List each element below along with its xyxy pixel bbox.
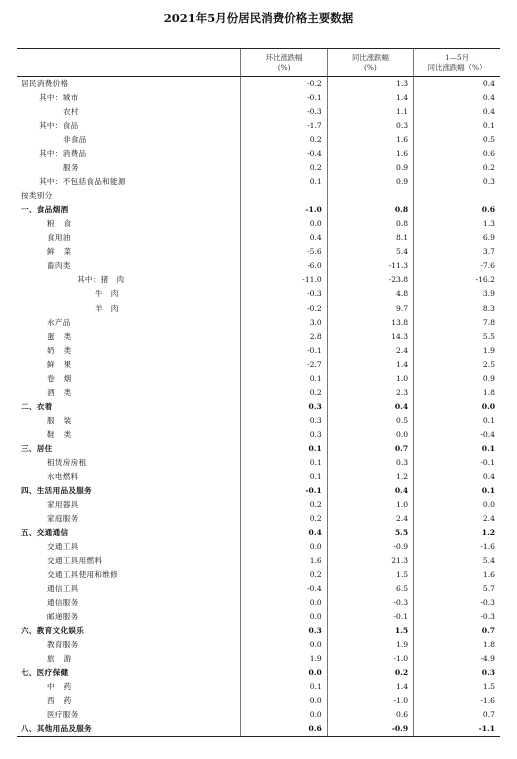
row-label: 奶类 (47, 345, 81, 355)
table-row (17, 456, 500, 470)
table-row (17, 386, 500, 400)
yoy-value: 1.4 (327, 91, 413, 105)
row-label: 交通工具使用和维修 (47, 570, 119, 580)
yoy-value: 9.7 (327, 302, 413, 316)
header-yoy-line1: 同比涨跌幅 (351, 52, 389, 62)
table-row (17, 526, 500, 540)
yoy-value: 21.3 (327, 554, 413, 568)
table-row (17, 484, 500, 498)
ytd-value: 1.6 (414, 568, 500, 582)
ytd-value: 1.8 (414, 386, 500, 400)
ytd-value: 8.3 (414, 302, 500, 316)
mom-value: -0.1 (241, 344, 327, 358)
ytd-value (414, 189, 500, 203)
row-label: 中药 (47, 682, 81, 692)
mom-value: 0.3 (241, 428, 327, 442)
ytd-value: 0.1 (414, 484, 500, 498)
row-label: 西药 (47, 696, 81, 706)
mom-value: 1.9 (241, 652, 327, 666)
row-label: 五、交通通信 (21, 528, 69, 538)
ytd-value: 2.4 (414, 512, 500, 526)
mom-value: 3.0 (241, 316, 327, 330)
row-label: 羊 肉 (95, 303, 119, 313)
table-row (17, 358, 500, 372)
header-mom-line1: 环比涨跌幅 (265, 52, 303, 62)
yoy-value: 8.1 (327, 231, 413, 245)
header-ytd-line1: 1—5月 (444, 52, 470, 62)
row-label: 六、教育文化娱乐 (21, 626, 85, 636)
ytd-value: 5.5 (414, 330, 500, 344)
row-label: 蛋类 (47, 331, 81, 341)
table-row (17, 470, 500, 484)
yoy-value: 0.8 (327, 217, 413, 231)
row-label: 邮递服务 (47, 612, 79, 622)
mom-value: 0.1 (241, 442, 327, 456)
ytd-value: 0.4 (414, 470, 500, 484)
mom-value: 0.1 (241, 456, 327, 470)
header-category (17, 49, 241, 77)
mom-value: 0.2 (241, 512, 327, 526)
table-row (17, 119, 500, 133)
yoy-value: 0.5 (327, 414, 413, 428)
header-ytd-line2: 同比涨跌幅（%） (427, 62, 487, 72)
table-row (17, 77, 500, 92)
yoy-value: 0.8 (327, 203, 413, 217)
row-label: 交通工具用燃料 (47, 556, 103, 566)
table-row (17, 610, 500, 624)
row-label: 农村 (63, 107, 79, 117)
yoy-value: -11.3 (327, 259, 413, 273)
table-row (17, 330, 500, 344)
table-row (17, 189, 500, 203)
table-row (17, 217, 500, 231)
ytd-value: -7.6 (414, 259, 500, 273)
yoy-value: 1.2 (327, 470, 413, 484)
mom-value: 0.4 (241, 231, 327, 245)
ytd-value: 1.3 (414, 217, 500, 231)
table-row (17, 638, 500, 652)
table-row (17, 498, 500, 512)
table-row (17, 231, 500, 245)
mom-value: 0.3 (241, 400, 327, 414)
yoy-value: 0.0 (327, 428, 413, 442)
yoy-value: 0.3 (327, 119, 413, 133)
yoy-value: 0.9 (327, 175, 413, 189)
ytd-value: 5.7 (414, 582, 500, 596)
ytd-value: 0.6 (414, 203, 500, 217)
ytd-value: 0.6 (414, 147, 500, 161)
mom-value: -0.1 (241, 484, 327, 498)
table-row (17, 175, 500, 189)
table-row (17, 582, 500, 596)
row-label: 租赁房房租 (47, 457, 87, 467)
row-label: 八、其他用品及服务 (17, 722, 241, 737)
table-row (17, 512, 500, 526)
mom-value: -2.7 (241, 358, 327, 372)
ytd-value: 0.7 (414, 624, 500, 638)
table-row (17, 344, 500, 358)
yoy-value: 0.7 (327, 442, 413, 456)
mom-value: 0.1 (241, 680, 327, 694)
yoy-value: 1.1 (327, 105, 413, 119)
mom-value: 0.0 (241, 596, 327, 610)
yoy-value: 0.6 (327, 708, 413, 722)
yoy-value: 1.5 (327, 568, 413, 582)
row-label: 鲜果 (47, 359, 81, 369)
mom-value: -0.3 (241, 287, 327, 301)
row-label: 家用器具 (47, 499, 79, 509)
header-yoy (327, 49, 413, 77)
mom-value: 1.6 (241, 554, 327, 568)
row-label: 其中：猪 肉 (77, 275, 125, 285)
yoy-value: 5.5 (327, 526, 413, 540)
table-row (17, 302, 500, 316)
table-row (17, 708, 500, 722)
mom-value: -6.0 (241, 259, 327, 273)
row-label: 服务 (63, 163, 79, 173)
table-row (17, 722, 500, 737)
yoy-value: 0.3 (327, 456, 413, 470)
yoy-value: 5.4 (327, 245, 413, 259)
row-label: 畜肉类 (47, 261, 71, 271)
table-row (17, 568, 500, 582)
row-label: 按类别分 (21, 191, 53, 201)
table-row (17, 400, 500, 414)
row-label: 非食品 (63, 135, 87, 145)
row-label: 其中：不包括食品和能源 (39, 177, 126, 187)
ytd-value: 0.9 (414, 372, 500, 386)
ytd-value: 0.7 (414, 708, 500, 722)
table-row (17, 161, 500, 175)
yoy-value: 1.5 (327, 624, 413, 638)
table-body (17, 77, 500, 737)
table-row (17, 652, 500, 666)
ytd-value: 3.9 (414, 287, 500, 301)
mom-value: -0.1 (241, 91, 327, 105)
table-row (17, 442, 500, 456)
row-label: 服装 (47, 415, 81, 425)
table-row (17, 372, 500, 386)
mom-value: 0.0 (241, 708, 327, 722)
mom-value: 0.1 (241, 470, 327, 484)
mom-value: 0.2 (241, 386, 327, 400)
yoy-value: 6.5 (327, 582, 413, 596)
table-row (17, 624, 500, 638)
table-row (17, 105, 500, 119)
mom-value: 0.0 (241, 610, 327, 624)
ytd-value: -4.9 (414, 652, 500, 666)
ytd-value: 5.4 (414, 554, 500, 568)
yoy-value: 1.0 (327, 498, 413, 512)
yoy-value: 1.3 (327, 77, 413, 92)
mom-value: 0.3 (241, 414, 327, 428)
row-label: 酒类 (47, 387, 81, 397)
ytd-value: 3.7 (414, 245, 500, 259)
row-label: 通信服务 (47, 598, 79, 608)
ytd-value: 0.4 (414, 91, 500, 105)
ytd-value: 0.4 (414, 77, 500, 92)
row-label: 粮食 (47, 219, 81, 229)
table-row (17, 540, 500, 554)
table-row (17, 316, 500, 330)
yoy-value: 1.4 (327, 358, 413, 372)
row-label: 居民消费价格 (21, 79, 69, 89)
row-label: 旅游 (47, 654, 81, 664)
mom-value: 2.8 (241, 330, 327, 344)
ytd-value: 1.2 (414, 526, 500, 540)
yoy-value: 13.8 (327, 316, 413, 330)
ytd-value: 0.1 (414, 119, 500, 133)
yoy-value: 2.3 (327, 386, 413, 400)
row-label: 水产品 (47, 317, 71, 327)
mom-value (241, 189, 327, 203)
mom-value: -0.2 (241, 302, 327, 316)
table-row (17, 428, 500, 442)
table-row (17, 273, 500, 287)
table-row (17, 554, 500, 568)
yoy-value: 1.9 (327, 638, 413, 652)
ytd-value: 0.2 (414, 161, 500, 175)
yoy-value: 0.4 (327, 484, 413, 498)
ytd-value: 0.3 (414, 666, 500, 680)
table-row (17, 596, 500, 610)
header-mom-line2: (%) (277, 62, 291, 72)
row-label: 三、居住 (21, 443, 53, 453)
mom-value: -0.4 (241, 582, 327, 596)
row-label: 卷烟 (47, 373, 81, 383)
ytd-value: 7.8 (414, 316, 500, 330)
ytd-value: 1.9 (414, 344, 500, 358)
ytd-value: 0.0 (414, 400, 500, 414)
mom-value: 0.3 (241, 624, 327, 638)
ytd-value: -0.4 (414, 428, 500, 442)
ytd-value: 1.8 (414, 638, 500, 652)
yoy-value: 14.3 (327, 330, 413, 344)
table-row (17, 694, 500, 708)
mom-value: -0.3 (241, 105, 327, 119)
yoy-value: -0.1 (327, 610, 413, 624)
table-row (17, 666, 500, 680)
yoy-value: 2.4 (327, 344, 413, 358)
yoy-value: -1.0 (327, 652, 413, 666)
table-row (17, 680, 500, 694)
row-label: 其中：食品 (39, 121, 79, 131)
row-label: 牛 肉 (95, 289, 119, 299)
mom-value: 0.2 (241, 161, 327, 175)
ytd-value: -0.3 (414, 596, 500, 610)
row-label: 其中：消费品 (39, 149, 87, 159)
mom-value: 0.2 (241, 133, 327, 147)
yoy-value (327, 189, 413, 203)
ytd-value: -1.1 (414, 722, 500, 737)
table-row (17, 414, 500, 428)
mom-value: -5.6 (241, 245, 327, 259)
row-label: 其中：城市 (39, 93, 79, 103)
row-label: 鞋类 (47, 429, 81, 439)
row-label: 家庭服务 (47, 513, 79, 523)
yoy-value: 1.0 (327, 372, 413, 386)
mom-value: -11.0 (241, 273, 327, 287)
ytd-value: 0.3 (414, 175, 500, 189)
cpi-data-table (17, 48, 500, 737)
row-label: 通信工具 (47, 584, 79, 594)
header-row (17, 49, 500, 77)
mom-value: 0.0 (241, 666, 327, 680)
yoy-value: 1.4 (327, 680, 413, 694)
ytd-value: -16.2 (414, 273, 500, 287)
table-title: 2021年5月份居民消费价格主要数据 (163, 11, 354, 25)
row-label: 一、食品烟酒 (21, 205, 69, 215)
ytd-value: 2.5 (414, 358, 500, 372)
ytd-value: -0.1 (414, 456, 500, 470)
yoy-value: 0.9 (327, 161, 413, 175)
mom-value: 0.2 (241, 568, 327, 582)
ytd-value: 0.1 (414, 414, 500, 428)
table-row (17, 287, 500, 301)
ytd-value: 0.1 (414, 442, 500, 456)
ytd-value: -1.6 (414, 694, 500, 708)
mom-value: -0.4 (241, 147, 327, 161)
mom-value: 0.0 (241, 217, 327, 231)
yoy-value: 1.6 (327, 133, 413, 147)
row-label: 交通工具 (47, 542, 79, 552)
row-label: 医疗服务 (47, 710, 79, 720)
mom-value: 0.2 (241, 498, 327, 512)
row-label: 七、医疗保健 (21, 668, 69, 678)
yoy-value: -0.3 (327, 596, 413, 610)
mom-value: -1.7 (241, 119, 327, 133)
ytd-value: 6.9 (414, 231, 500, 245)
ytd-value: 0.4 (414, 105, 500, 119)
header-yoy-line2: (%) (364, 62, 377, 72)
ytd-value: 0.0 (414, 498, 500, 512)
table-row (17, 91, 500, 105)
mom-value: 0.0 (241, 694, 327, 708)
table-row (17, 245, 500, 259)
ytd-value: -0.3 (414, 610, 500, 624)
yoy-value: -1.0 (327, 694, 413, 708)
ytd-value: 1.5 (414, 680, 500, 694)
yoy-value: 4.8 (327, 287, 413, 301)
mom-value: 0.0 (241, 540, 327, 554)
mom-value: 0.6 (241, 722, 327, 737)
row-label: 二、衣着 (21, 401, 53, 411)
mom-value: 0.1 (241, 372, 327, 386)
ytd-value: -1.6 (414, 540, 500, 554)
row-label: 水电燃料 (47, 471, 79, 481)
yoy-value: 0.4 (327, 400, 413, 414)
header-ytd (414, 49, 500, 77)
ytd-value: 0.5 (414, 133, 500, 147)
yoy-value: -0.9 (327, 722, 413, 737)
mom-value: -1.0 (241, 203, 327, 217)
row-label: 食用油 (47, 233, 71, 243)
row-label: 鲜菜 (47, 247, 81, 257)
yoy-value: 0.2 (327, 666, 413, 680)
mom-value: 0.1 (241, 175, 327, 189)
table-row (17, 203, 500, 217)
row-label: 四、生活用品及服务 (21, 485, 93, 495)
mom-value: 0.0 (241, 638, 327, 652)
mom-value: 0.4 (241, 526, 327, 540)
yoy-value: -23.8 (327, 273, 413, 287)
table-row (17, 259, 500, 273)
mom-value: -0.2 (241, 77, 327, 92)
yoy-value: 1.6 (327, 147, 413, 161)
table-row (17, 133, 500, 147)
table-row (17, 147, 500, 161)
yoy-value: -0.9 (327, 540, 413, 554)
yoy-value: 2.4 (327, 512, 413, 526)
row-label: 教育服务 (47, 640, 79, 650)
header-mom (241, 49, 327, 77)
